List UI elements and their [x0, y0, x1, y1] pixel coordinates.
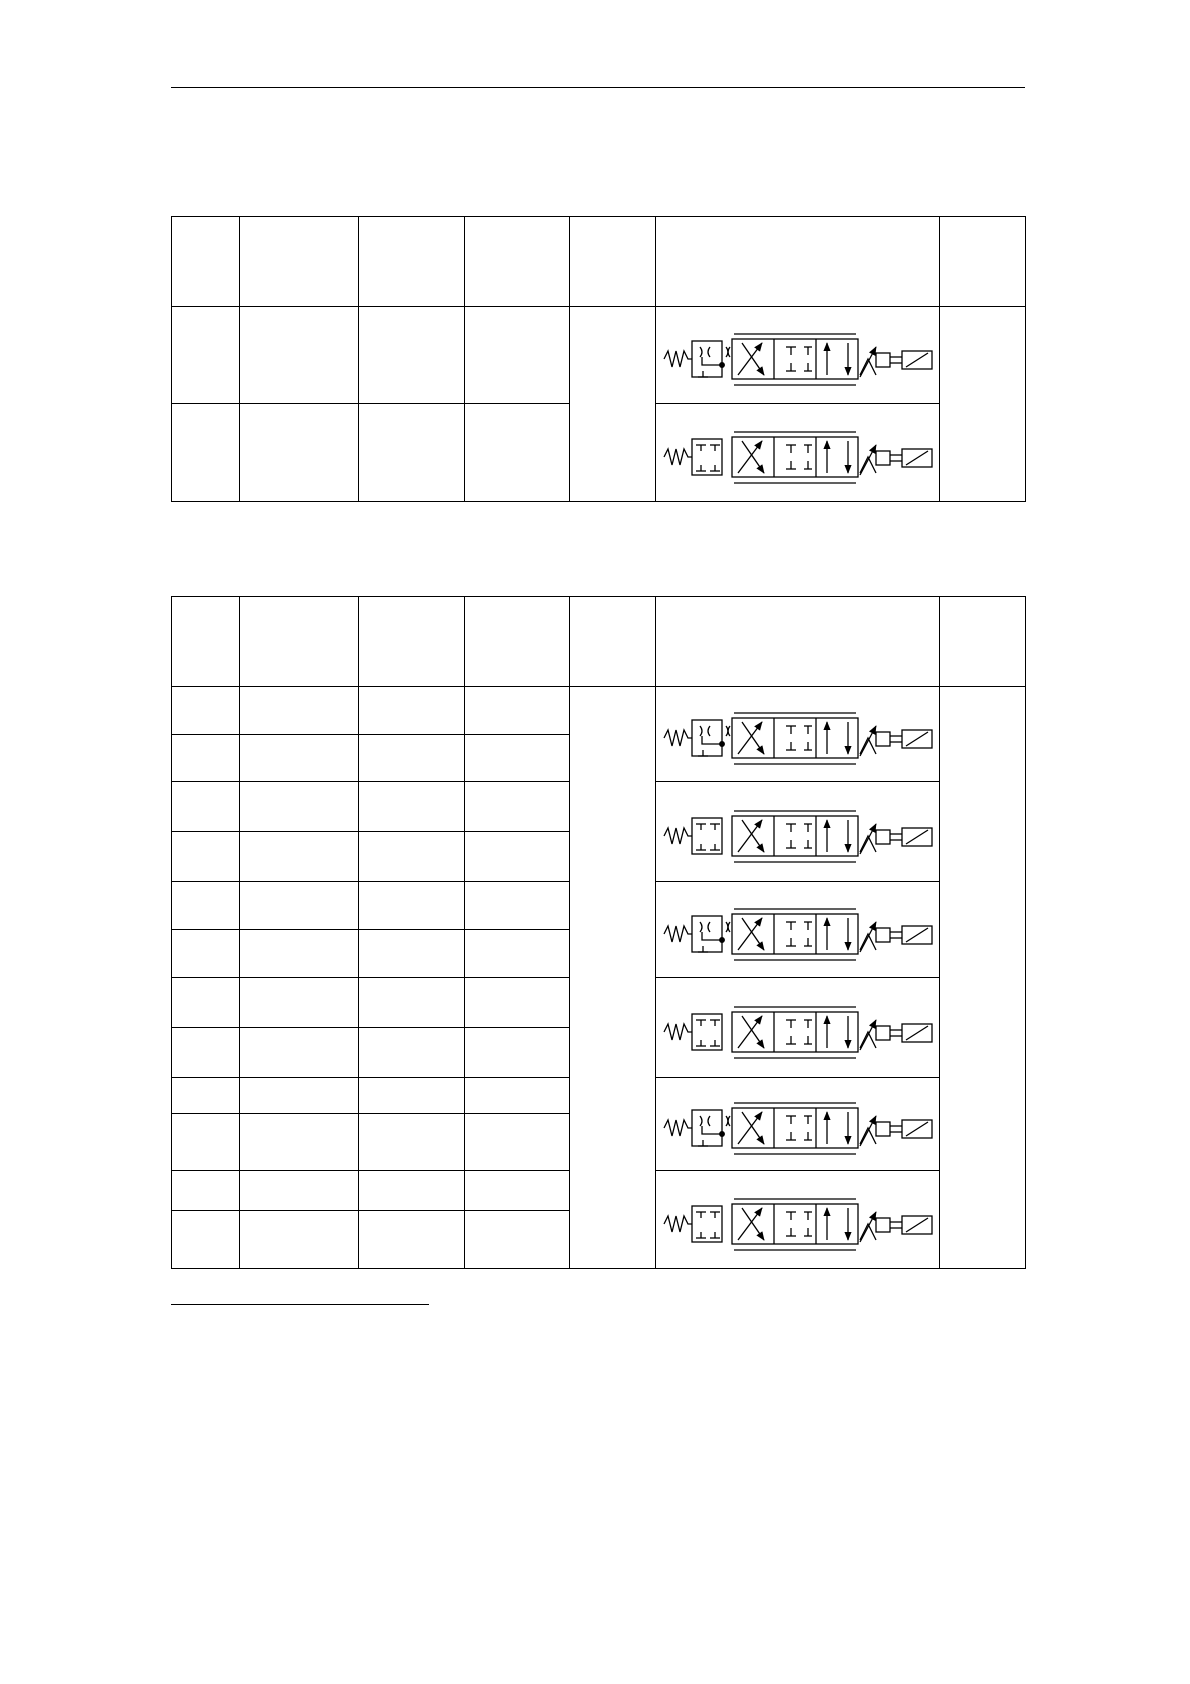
table-cell — [172, 687, 240, 735]
table-cell — [240, 1171, 359, 1211]
pilot-throttle-detail — [698, 347, 730, 377]
table-cell — [359, 735, 465, 782]
table-cell-merged — [570, 687, 656, 1269]
table-cell — [240, 978, 359, 1028]
table-cell — [465, 930, 570, 978]
table-cell — [359, 1114, 465, 1171]
table-cell — [172, 882, 240, 930]
table-row — [172, 687, 1026, 735]
table-header-row — [172, 217, 1026, 307]
header-cell — [359, 597, 465, 687]
directional-valve-symbol — [662, 1088, 934, 1160]
header-cell — [465, 217, 570, 307]
table-cell — [172, 1028, 240, 1078]
header-cell — [240, 597, 359, 687]
table-cell — [465, 832, 570, 882]
table-cell — [172, 978, 240, 1028]
table-cell — [240, 882, 359, 930]
footnote-rule — [171, 1304, 429, 1305]
table-cell — [465, 978, 570, 1028]
valve-symbol-cell — [656, 978, 940, 1078]
table-cell — [240, 404, 359, 502]
blocked-ports-detail — [696, 1212, 720, 1238]
header-cell — [172, 217, 240, 307]
table-cell — [359, 782, 465, 832]
table-cell — [359, 882, 465, 930]
table-cell — [359, 1028, 465, 1078]
valve-symbol-cell — [656, 882, 940, 978]
table-cell — [172, 1114, 240, 1171]
table-cell — [240, 1078, 359, 1114]
header-cell — [359, 217, 465, 307]
table-cell — [172, 1078, 240, 1114]
pilot-throttle-detail — [698, 922, 730, 952]
table-cell — [359, 1078, 465, 1114]
table-cell — [172, 735, 240, 782]
table-cell — [359, 832, 465, 882]
table-cell — [240, 307, 359, 404]
blocked-ports-detail — [696, 445, 720, 471]
table-cell — [465, 1028, 570, 1078]
valve-symbol-cell — [656, 404, 940, 502]
pilot-throttle-detail — [698, 1116, 730, 1146]
valve-symbol-cell — [656, 687, 940, 782]
header-rule — [171, 87, 1025, 88]
header-cell — [172, 597, 240, 687]
header-cell — [240, 217, 359, 307]
table-cell — [465, 735, 570, 782]
directional-valve-symbol — [662, 417, 934, 489]
directional-valve-symbol — [662, 319, 934, 391]
table-cell — [240, 1211, 359, 1269]
table-cell — [172, 1171, 240, 1211]
directional-valve-symbol — [662, 992, 934, 1064]
header-cell — [570, 217, 656, 307]
header-cell — [940, 597, 1026, 687]
table-cell — [359, 307, 465, 404]
directional-valve-symbol — [662, 796, 934, 868]
table-cell — [465, 782, 570, 832]
table-row — [172, 307, 1026, 404]
valve-symbol-cell — [656, 1078, 940, 1171]
table-cell — [359, 1171, 465, 1211]
table-cell — [240, 687, 359, 735]
valve-symbol-cell — [656, 307, 940, 404]
directional-valve-symbol — [662, 1184, 934, 1256]
header-cell — [656, 597, 940, 687]
table-cell-merged — [940, 687, 1026, 1269]
header-cell — [940, 217, 1026, 307]
table-cell — [172, 930, 240, 978]
table-cell — [172, 832, 240, 882]
table-cell-merged — [940, 307, 1026, 502]
table-cell — [240, 782, 359, 832]
table-cell — [359, 687, 465, 735]
table-cell-merged — [570, 307, 656, 502]
table-cell — [465, 307, 570, 404]
table-cell — [240, 832, 359, 882]
table-cell — [172, 782, 240, 832]
table-cell — [240, 930, 359, 978]
blocked-ports-detail — [696, 1020, 720, 1046]
directional-valve-symbol — [662, 698, 934, 770]
table-cell — [172, 307, 240, 404]
specification-table-1 — [171, 216, 1026, 502]
table-cell — [359, 404, 465, 502]
table-cell — [465, 1211, 570, 1269]
table-cell — [359, 978, 465, 1028]
pilot-throttle-detail — [698, 726, 730, 756]
table-cell — [359, 1211, 465, 1269]
table-cell — [465, 1114, 570, 1171]
table-cell — [240, 1028, 359, 1078]
table-cell — [172, 1211, 240, 1269]
header-cell — [570, 597, 656, 687]
table-header-row — [172, 597, 1026, 687]
specification-table-2 — [171, 596, 1026, 1269]
valve-symbol-cell — [656, 782, 940, 882]
table-cell — [465, 882, 570, 930]
directional-valve-symbol — [662, 894, 934, 966]
table-cell — [240, 1114, 359, 1171]
header-cell — [656, 217, 940, 307]
table-cell — [465, 1078, 570, 1114]
table-cell — [240, 735, 359, 782]
table-cell — [465, 687, 570, 735]
table-cell — [359, 930, 465, 978]
table-cell — [465, 404, 570, 502]
header-cell — [465, 597, 570, 687]
blocked-ports-detail — [696, 824, 720, 850]
table-cell — [465, 1171, 570, 1211]
table-cell — [172, 404, 240, 502]
valve-symbol-cell — [656, 1171, 940, 1269]
